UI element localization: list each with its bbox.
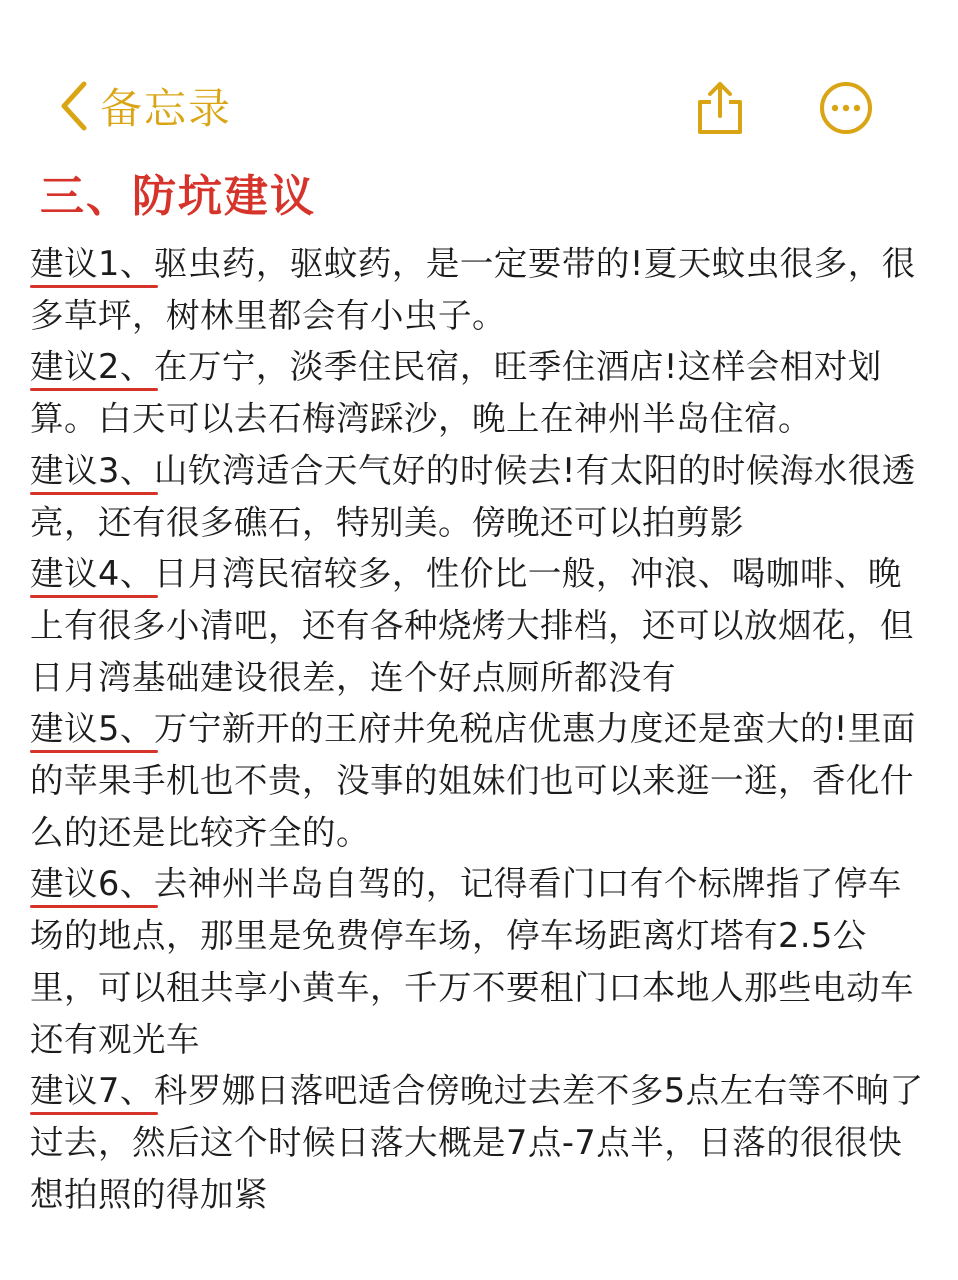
suggestion-6	[30, 858, 930, 1065]
navigation-bar	[0, 0, 958, 150]
note-title: 三、防坑建议	[40, 171, 316, 222]
suggestion-label: 建议3、	[30, 445, 154, 497]
suggestion-2	[30, 341, 930, 444]
back-label: 备忘录	[100, 84, 233, 133]
suggestion-label: 建议6、	[30, 858, 154, 910]
back-button[interactable]	[56, 78, 232, 134]
suggestion-text: 去神州半岛自驾的，记得看门口有个标牌指了停车场的地点，那里是免费停车场，停车场距离灯塔有2.5公里，可以租共享小黄车，千万不要租门口本地人那些电动车还有观光车	[30, 864, 914, 1059]
suggestion-text: 日月湾民宿较多，性价比一般，冲浪、喝咖啡、晚上有很多小清吧，还有各种烧烤大排档，还可以放烟花，但日月湾基础建设很差，连个好点厕所都没有	[30, 554, 914, 697]
suggestion-7	[30, 1065, 930, 1220]
suggestion-text: 万宁新开的王府井免税店优惠力度还是蛮大的!里面的苹果手机也不贵，没事的姐妹们也可以来逛一逛，香化什么的还是比较齐全的。	[30, 709, 916, 852]
suggestion-1	[30, 238, 930, 341]
suggestion-label: 建议1、	[30, 238, 154, 290]
suggestion-label: 建议7、	[30, 1065, 154, 1117]
suggestion-text: 驱虫药，驱蚊药，是一定要带的!夏天蚊虫很多，很多草坪，树林里都会有小虫子。	[30, 244, 916, 335]
more-icon	[818, 80, 874, 136]
note-body[interactable]	[30, 238, 930, 1220]
suggestion-text: 山钦湾适合天气好的时候去!有太阳的时候海水很透亮，还有很多礁石，特别美。傍晚还可以拍剪影	[30, 450, 916, 542]
suggestion-label: 建议5、	[30, 703, 154, 755]
suggestion-4	[30, 548, 930, 703]
suggestion-label: 建议4、	[30, 548, 154, 600]
suggestion-3	[30, 445, 930, 548]
chevron-left-icon	[56, 80, 90, 132]
share-button[interactable]	[694, 80, 748, 136]
suggestion-label: 建议2、	[30, 341, 154, 393]
share-icon	[694, 80, 748, 136]
suggestion-text: 在万宁，淡季住民宿，旺季住酒店!这样会相对划算。白天可以去石梅湾踩沙，晚上在神州半岛住宿。	[30, 347, 882, 439]
suggestion-text: 科罗娜日落吧适合傍晚过去差不多5点左右等不晌了过去，然后这个时候日落大概是7点-7点半，日落的很很快想拍照的得加紧	[30, 1071, 924, 1214]
more-button[interactable]	[818, 80, 874, 136]
suggestion-5	[30, 703, 930, 858]
